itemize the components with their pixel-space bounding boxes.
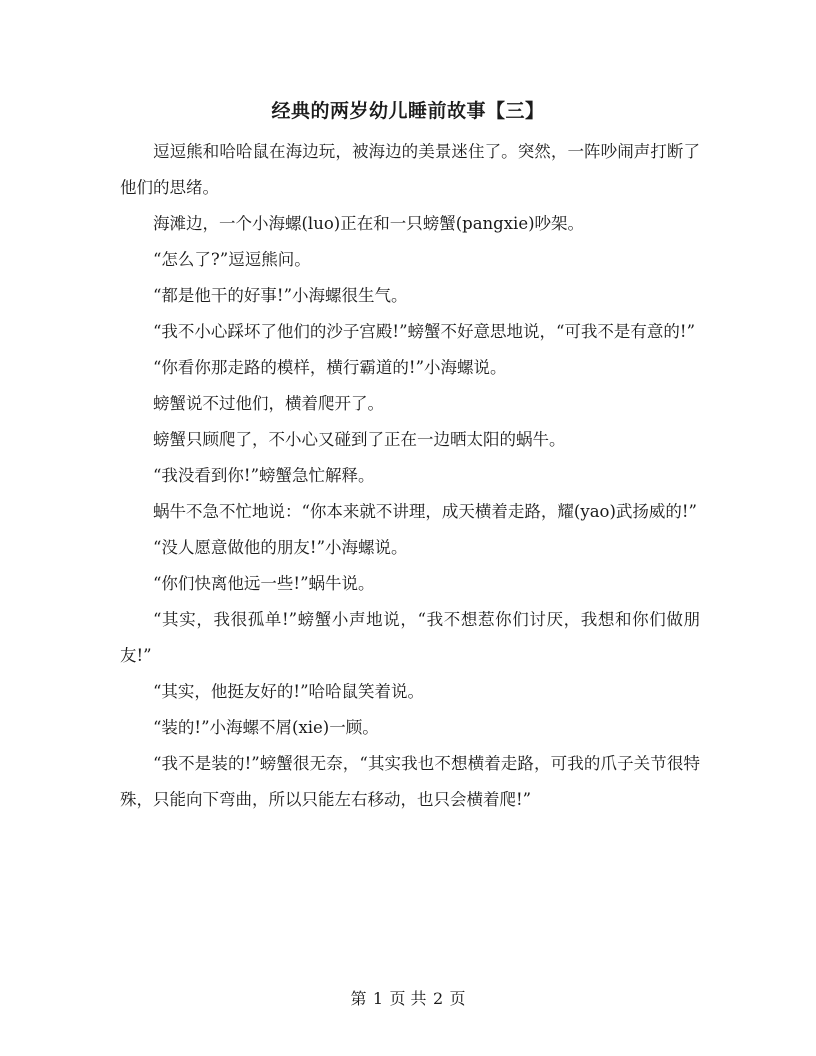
paragraph: 螃蟹说不过他们，横着爬开了。 bbox=[153, 394, 384, 413]
paragraph: 海滩边，一个小海螺(luo)正在和一只螃蟹(pangxie)吵架。 bbox=[153, 214, 585, 233]
paragraph: “你们快离他远一些!”蜗牛说。 bbox=[153, 574, 375, 593]
paragraph: “怎么了?”逗逗熊问。 bbox=[153, 250, 311, 269]
total-pages-number: 2 bbox=[432, 989, 444, 1008]
page-label-suffix: 页 bbox=[449, 989, 466, 1008]
document-title: 经典的两岁幼儿睡前故事【三】 bbox=[271, 100, 545, 122]
paragraph: “我没看到你!”螃蟹急忙解释。 bbox=[153, 466, 375, 485]
paragraph: 螃蟹只顾爬了，不小心又碰到了正在一边晒太阳的蜗牛。 bbox=[153, 430, 566, 449]
page-label-mid: 页 共 bbox=[389, 989, 427, 1008]
paragraph: “其实，我很孤单!”螃蟹小声地说，“我不想惹你们讨厌，我想和你们做朋友!” bbox=[120, 610, 700, 665]
page-label-prefix: 第 bbox=[350, 989, 367, 1008]
paragraph: “你看你那走路的模样，横行霸道的!”小海螺说。 bbox=[153, 358, 507, 377]
paragraph: “我不小心踩坏了他们的沙子宫殿!”螃蟹不好意思地说，“可我不是有意的!” bbox=[153, 322, 696, 341]
page-footer bbox=[0, 986, 816, 1009]
paragraph: “装的!”小海螺不屑(xie)一顾。 bbox=[153, 718, 379, 737]
paragraph: “我不是装的!”螃蟹很无奈，“其实我也不想横着走路，可我的爪子关节很特殊，只能向下弯曲，所以只能左右移动，也只会横着爬!” bbox=[120, 754, 700, 809]
current-page-number: 1 bbox=[372, 989, 384, 1008]
paragraph: “其实，他挺友好的!”哈哈鼠笑着说。 bbox=[153, 682, 425, 701]
paragraph: “都是他干的好事!”小海螺很生气。 bbox=[153, 286, 408, 305]
paragraph: “没人愿意做他的朋友!”小海螺说。 bbox=[153, 538, 408, 557]
paragraph: 蜗牛不急不忙地说：“你本来就不讲理，成天横着走路，耀(yao)武扬威的!” bbox=[153, 502, 697, 521]
paragraph: 逗逗熊和哈哈鼠在海边玩，被海边的美景迷住了。突然，一阵吵闹声打断了他们的思绪。 bbox=[120, 142, 700, 197]
document-body bbox=[120, 134, 700, 818]
